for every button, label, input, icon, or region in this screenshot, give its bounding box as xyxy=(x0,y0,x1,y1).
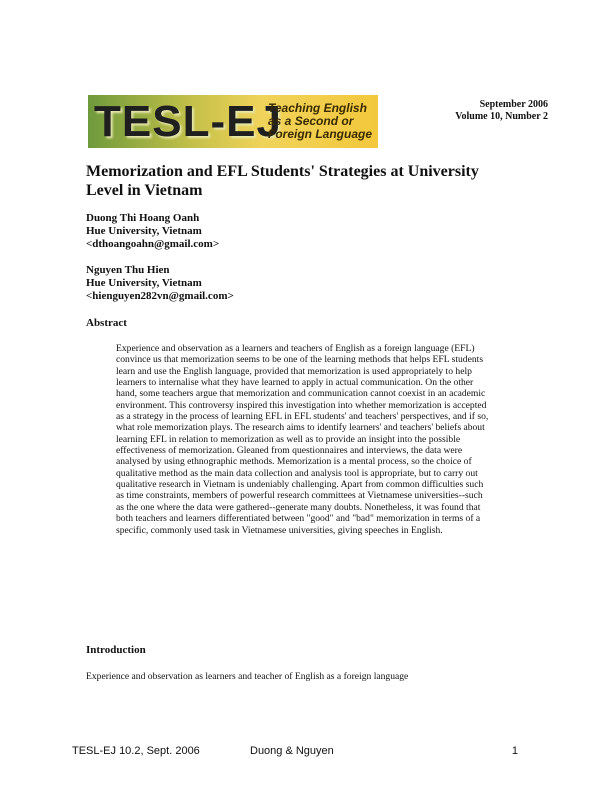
author-name: Nguyen Thu Hien xyxy=(86,264,170,276)
tagline-line: Foreign Language xyxy=(268,127,373,141)
journal-logo: TESL-EJ xyxy=(94,97,282,146)
page-number: 1 xyxy=(511,745,518,757)
tagline-line: as a Second or xyxy=(268,114,354,128)
journal-banner xyxy=(88,95,378,148)
author-email-link[interactable]: <dthoangoahn@gmail.com> xyxy=(86,238,220,250)
footer-journal: TESL-EJ 10.2, Sept. 2006 xyxy=(72,745,200,757)
issue-volume: Volume 10, Number 2 xyxy=(455,111,548,122)
author-block xyxy=(86,212,386,251)
introduction-text: Experience and observation as learners and teacher of English as a foreign language xyxy=(86,671,409,682)
abstract-heading: Abstract xyxy=(86,317,127,329)
issue-date: September 2006 xyxy=(479,99,548,110)
author-email-link[interactable]: <hienguyen282vn@gmail.com> xyxy=(86,290,234,302)
author-affiliation: Hue University, Vietnam xyxy=(86,225,202,237)
author-block xyxy=(86,264,386,303)
footer-authors: Duong & Nguyen xyxy=(250,745,334,757)
tagline-line: Teaching English xyxy=(268,101,367,115)
issue-info xyxy=(455,99,548,123)
introduction-heading: Introduction xyxy=(86,644,146,656)
author-name: Duong Thi Hoang Oanh xyxy=(86,212,200,224)
author-affiliation: Hue University, Vietnam xyxy=(86,277,202,289)
journal-tagline xyxy=(268,102,378,141)
abstract-text: Experience and observation as a learners and teachers of English as a foreign language (EFL) convince us that memorization seems to be one of the learning methods that helps EFL students learn and use the English language, provided that memorization is used appropriately to help learners to internalise what they have learned to apply in actual communication. On the other hand, some teachers argue that memorization and communication cannot coexist in an academic environment. This controversy inspired this investigation into whether memorization is accepted as a strategy in the process of learning EFL in EFL students' and teachers' perspectives, and if so, what role memorization plays. The research aims to identify learners' and teachers' beliefs about learning EFL in relation to memorization as well as to provide an insight into the possible effectiveness of memorization. Gleaned from questionnaires and interviews, the data were analysed by using ethnographic methods. Memorization is a mental process, so the choice of qualitative method as the main data collection and analysis tool is appropriate, but to carry out qualitative research in Vietnam is undeniably challenging. Apart from common difficulties such as time constraints, members of powerful research committees at Vietnamese universities--such as the one where the data were gathered--generate many doubts. Nonetheless, it was found that both teachers and learners differentiated between "good" and "bad" memorization in terms of a specific, commonly used task in Vietnamese universities, giving speeches in English. xyxy=(116,343,489,536)
article-title: Memorization and EFL Students' Strategies at University Level in Vietnam xyxy=(86,163,479,199)
